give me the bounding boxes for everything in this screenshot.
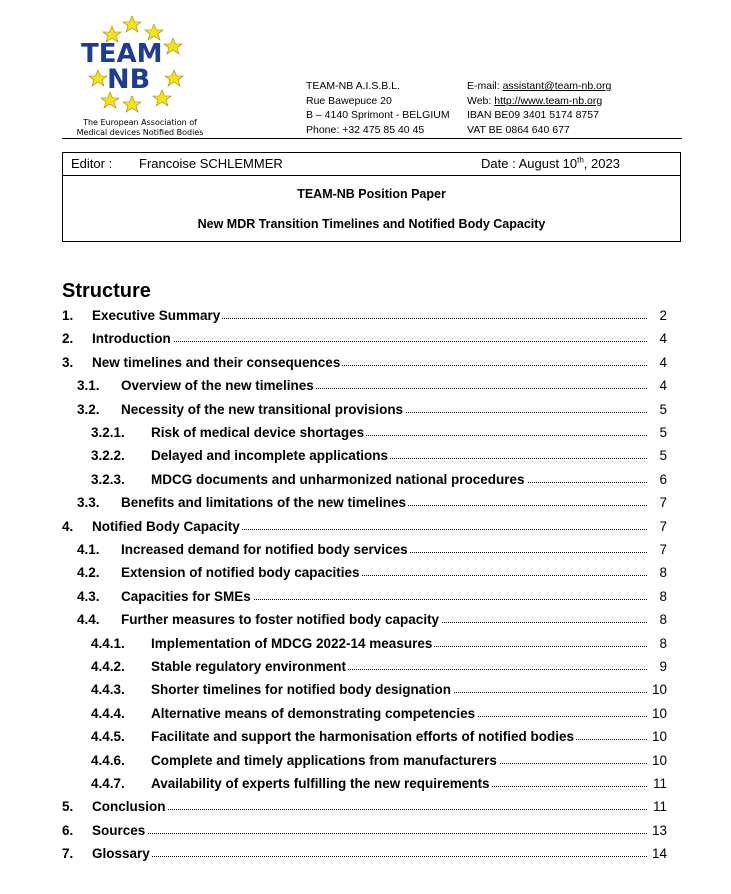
- toc-entry-page: 4: [659, 378, 667, 394]
- toc-entry-number: 5.: [62, 799, 74, 815]
- vat-line: VAT BE 0864 640 677: [467, 123, 570, 136]
- date-sup: th: [577, 155, 584, 165]
- toc-entry-number: 3.2.2.: [91, 448, 125, 464]
- toc-entry[interactable]: [62, 560, 667, 580]
- toc-entry-page: 9: [659, 659, 667, 674]
- toc-entry[interactable]: [62, 373, 667, 393]
- toc-entry-number: 4.4.5.: [91, 729, 125, 745]
- email-line: [467, 79, 611, 94]
- contact-block: [467, 79, 611, 137]
- toc-entry-title: Alternative means of demonstrating competencies: [151, 705, 476, 721]
- toc-entry-title: Benefits and limitations of the new timelines: [121, 495, 407, 511]
- logo-caption-line1: The European Association of: [83, 118, 197, 127]
- toc-entry-page: 5: [659, 401, 667, 417]
- toc-entry-page: 7: [659, 495, 667, 511]
- address-line: Rue Bawepuce 20: [306, 94, 392, 107]
- toc-entry-title: Availability of experts fulfilling the new requirements: [151, 776, 490, 791]
- toc-entry-number: 3.2.: [77, 401, 100, 417]
- toc-entry-page: 7: [659, 542, 667, 557]
- toc-entry[interactable]: [62, 420, 667, 440]
- web-line: [467, 94, 611, 109]
- toc-entry-title: Facilitate and support the harmonisation efforts of notified bodies: [151, 729, 575, 745]
- logo-star-icon: [89, 70, 107, 86]
- toc-entry[interactable]: [62, 607, 667, 627]
- address-line: B – 4140 Sprimont - BELGIUM: [306, 109, 450, 121]
- toc-entry-page: 2: [659, 308, 667, 323]
- toc-entry-page: 14: [651, 846, 667, 862]
- toc-entry[interactable]: [62, 490, 667, 510]
- toc-entry[interactable]: [62, 350, 667, 370]
- toc-entry[interactable]: [62, 514, 667, 534]
- toc-entry-title: Further measures to foster notified body capacity: [121, 612, 440, 628]
- toc-entry[interactable]: [62, 537, 667, 557]
- toc-entry-page: 10: [651, 682, 667, 698]
- toc-entry[interactable]: [62, 654, 667, 674]
- toc-entry-title: Notified Body Capacity: [92, 518, 240, 534]
- toc-entry[interactable]: [62, 771, 667, 791]
- toc-entry-number: 4.2.: [77, 565, 100, 581]
- toc-entry-number: 3.: [62, 354, 74, 370]
- toc-leader-dots: [92, 856, 647, 857]
- logo-wordmark-nb: NB: [107, 64, 151, 95]
- toc-entry[interactable]: [62, 701, 667, 721]
- toc-entry-title: Glossary: [92, 846, 150, 862]
- toc-entry-title: New timelines and their consequences: [92, 354, 341, 370]
- header-divider: [62, 138, 682, 139]
- date-suffix: , 2023: [583, 156, 620, 171]
- toc-entry-number: 4.4.7.: [91, 776, 125, 791]
- iban-line: IBAN BE09 3401 5174 8757: [467, 109, 599, 121]
- toc-entry-page: 7: [659, 518, 667, 534]
- toc-entry-title: Increased demand for notified body services: [121, 542, 408, 557]
- address-block: [306, 79, 450, 137]
- logo-star-icon: [145, 24, 163, 40]
- toc-entry-title: Overview of the new timelines: [121, 378, 314, 394]
- toc-entry[interactable]: [62, 794, 667, 814]
- logo-caption: [70, 118, 210, 137]
- toc-entry-page: 11: [652, 799, 667, 815]
- toc-entry-number: 4.4.6.: [91, 752, 125, 768]
- editor-row: [63, 153, 680, 176]
- toc-entry-number: 3.1.: [77, 378, 100, 394]
- toc-entry-number: 4.4.4.: [91, 705, 125, 721]
- toc-entry-page: 8: [659, 612, 667, 628]
- document-title: New MDR Transition Timelines and Notified Body Capacity: [197, 217, 546, 231]
- web-label: Web:: [467, 94, 495, 107]
- logo-caption-line2: Medical devices Notified Bodies: [76, 127, 204, 137]
- email-link[interactable]: assistant@team-nb.org: [502, 80, 612, 92]
- phone-line: Phone: +32 475 85 40 45: [306, 123, 425, 136]
- logo-star-icon: [123, 96, 141, 112]
- toc-entry-number: 6.: [62, 822, 74, 838]
- toc-entry-number: 4.: [62, 518, 74, 534]
- toc-entry-page: 10: [651, 705, 667, 721]
- logo-star-icon: [164, 38, 182, 54]
- editor-label: Editor :: [71, 156, 113, 171]
- toc-entry-number: 3.2.1.: [91, 425, 125, 440]
- toc-entry-page: 10: [651, 752, 667, 768]
- toc-entry[interactable]: [62, 677, 667, 697]
- structure-heading: Structure: [62, 280, 151, 302]
- toc-entry-title: Shorter timelines for notified body designation: [151, 682, 452, 698]
- document-type: TEAM-NB Position Paper: [297, 187, 446, 201]
- toc-entry[interactable]: [62, 724, 667, 744]
- toc-entry[interactable]: [62, 467, 667, 487]
- toc-entry-number: 3.2.3.: [91, 471, 125, 487]
- toc-leader-dots: [92, 809, 647, 810]
- toc-entry-number: 7.: [62, 846, 74, 862]
- toc-entry-page: 5: [659, 425, 667, 440]
- toc-entry-page: 8: [659, 635, 667, 651]
- toc-entry-title: Delayed and incomplete applications: [151, 448, 389, 464]
- toc-entry-title: Capacities for SMEs: [121, 588, 251, 604]
- document-date: [481, 153, 620, 175]
- toc-entry-title: Executive Summary: [92, 308, 221, 323]
- toc-entry[interactable]: [62, 631, 667, 651]
- toc-entry-page: 8: [659, 565, 667, 581]
- toc-entry-page: 11: [652, 776, 667, 791]
- toc-entry-number: 2.: [62, 331, 74, 347]
- toc-entry-number: 4.1.: [77, 542, 100, 557]
- toc-entry-number: 4.4.1.: [91, 635, 125, 651]
- email-label: E-mail:: [467, 80, 503, 92]
- toc-entry-page: 10: [651, 729, 667, 745]
- logo-graphic: [70, 10, 200, 118]
- toc-entry-title: Necessity of the new transitional provisions: [121, 401, 404, 417]
- toc-entry-page: 5: [659, 448, 667, 464]
- toc-entry-number: 4.4.3.: [91, 682, 125, 698]
- toc-entry-number: 4.3.: [77, 588, 100, 604]
- toc-entry-number: 4.4.2.: [91, 659, 125, 674]
- toc-entry-title: Complete and timely applications from manufacturers: [151, 752, 497, 768]
- logo-star-icon: [153, 90, 171, 106]
- toc-entry[interactable]: [62, 397, 667, 417]
- address-line: TEAM-NB A.I.S.B.L.: [306, 80, 400, 92]
- toc-entry-title: Implementation of MDCG 2022-14 measures: [151, 635, 433, 651]
- toc-entry[interactable]: [62, 303, 667, 323]
- toc-entry-title: Introduction: [92, 331, 171, 347]
- toc-entry-title: Conclusion: [92, 799, 166, 815]
- toc-entry[interactable]: [62, 443, 667, 463]
- toc-entry[interactable]: [62, 326, 667, 346]
- toc-entry-title: Risk of medical device shortages: [151, 425, 365, 440]
- toc-entry-number: 4.4.: [77, 612, 100, 628]
- document-header-box: [62, 152, 681, 242]
- team-nb-logo: [70, 10, 204, 137]
- toc-entry-page: 8: [659, 588, 667, 604]
- logo-star-icon: [165, 70, 183, 86]
- toc-entry-title: MDCG documents and unharmonized national procedures: [151, 471, 525, 487]
- toc-entry[interactable]: [62, 748, 667, 768]
- logo-star-icon: [123, 16, 141, 32]
- toc-leader-dots: [92, 341, 647, 342]
- toc-entry-title: Sources: [92, 822, 146, 838]
- toc-entry[interactable]: [62, 818, 667, 838]
- toc-entry-title: Stable regulatory environment: [151, 659, 347, 674]
- date-prefix: Date : August 10: [481, 156, 578, 171]
- editor-name: Francoise SCHLEMMER: [139, 156, 283, 171]
- toc-entry[interactable]: [62, 584, 667, 604]
- toc-entry-page: 13: [651, 822, 667, 838]
- logo-wordmark-team: TEAM: [81, 39, 163, 69]
- toc-entry[interactable]: [62, 841, 667, 861]
- toc-entry-title: Extension of notified body capacities: [121, 565, 360, 581]
- web-link[interactable]: http://www.team-nb.org: [494, 94, 603, 107]
- toc-leader-dots: [92, 833, 647, 834]
- toc-entry-number: 1.: [62, 308, 74, 323]
- toc-entry-page: 4: [659, 354, 667, 370]
- toc-entry-page: 6: [659, 471, 667, 487]
- toc-entry-number: 3.3.: [77, 495, 100, 511]
- toc-entry-page: 4: [659, 331, 667, 347]
